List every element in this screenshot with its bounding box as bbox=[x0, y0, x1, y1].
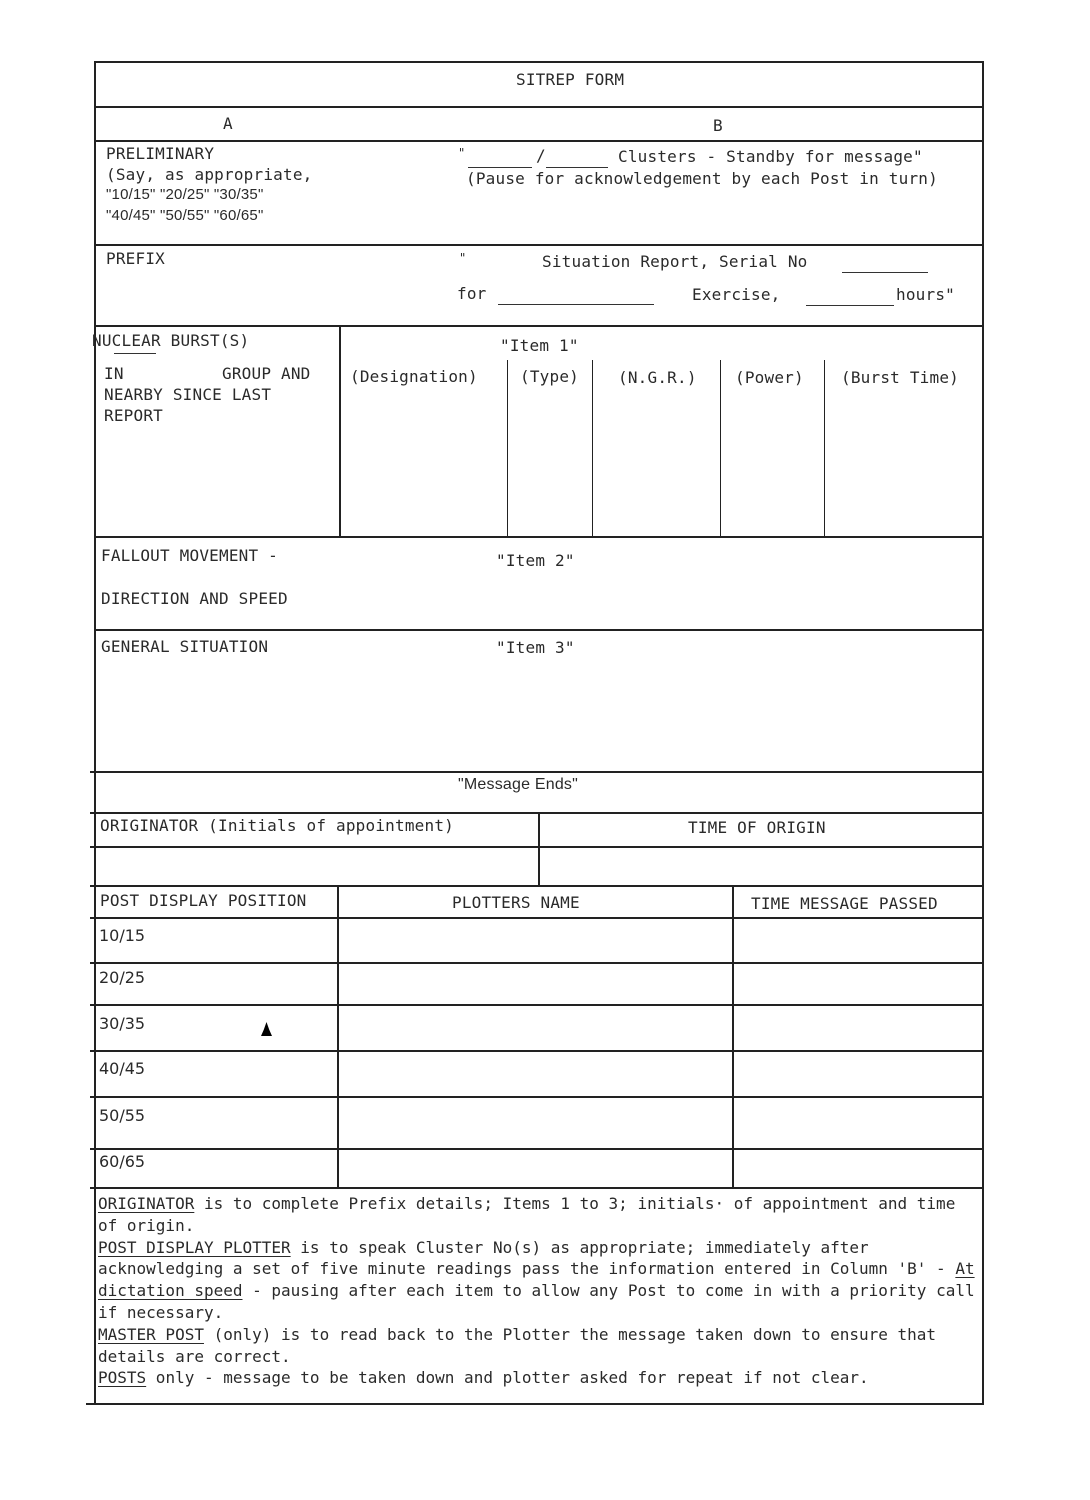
nuclear-burst-desc-3: REPORT bbox=[104, 406, 163, 425]
divider bbox=[90, 771, 984, 773]
item-2-label: "Item 2" bbox=[496, 551, 575, 570]
general-situation-label: GENERAL SITUATION bbox=[101, 637, 269, 656]
divider-vertical bbox=[592, 360, 593, 537]
note-plotter bbox=[98, 1237, 978, 1324]
form-title: SITREP FORM bbox=[516, 70, 625, 89]
exercise-name-field[interactable] bbox=[498, 304, 654, 305]
cluster-blank-1[interactable] bbox=[468, 167, 532, 168]
position-cell: 60/65 bbox=[99, 1152, 146, 1171]
ink-blot bbox=[261, 1022, 272, 1036]
situation-report-label: Situation Report, Serial No bbox=[542, 252, 808, 271]
direction-speed-label: DIRECTION AND SPEED bbox=[101, 589, 288, 608]
nuclear-burst-label: NUCLEAR BURST(S) bbox=[92, 331, 250, 350]
ngr-column: (N.G.R.) bbox=[618, 368, 697, 387]
time-passed-cell[interactable] bbox=[735, 1150, 981, 1187]
plotter-name-cell[interactable] bbox=[340, 1098, 731, 1147]
plotter-name-cell[interactable] bbox=[340, 1150, 731, 1187]
post-display-position-header: POST DISPLAY POSITION bbox=[100, 891, 307, 910]
nuclear-burst-desc-1: IN GROUP AND bbox=[104, 364, 311, 383]
plotter-term: POST DISPLAY PLOTTER bbox=[98, 1237, 291, 1257]
posts-note-text: only - message to be taken down and plotter asked for repeat if not clear. bbox=[146, 1368, 869, 1388]
standby-message: Clusters - Standby for message" bbox=[618, 147, 923, 166]
ngr-cell[interactable] bbox=[594, 392, 719, 536]
power-column: (Power) bbox=[735, 368, 804, 387]
note-posts bbox=[98, 1367, 978, 1389]
originator-note-text: is to complete Prefix details; Items 1 to 3; initials· of appointment and time of origin. bbox=[98, 1194, 956, 1235]
divider-vertical bbox=[507, 360, 508, 537]
frame-right-border bbox=[982, 61, 984, 1404]
posts-term: POSTS bbox=[98, 1368, 147, 1388]
preliminary-label: PRELIMINARY bbox=[106, 144, 215, 163]
item-1-label: "Item 1" bbox=[500, 336, 579, 355]
master-post-note-text: (only) is to read back to the Plotter the message taken down to ensure that details are correct. bbox=[98, 1324, 937, 1366]
time-of-origin-label: TIME OF ORIGIN bbox=[688, 818, 826, 837]
preliminary-clusters-2: "40/45" "50/55" "60/65" bbox=[106, 207, 264, 224]
divider bbox=[94, 106, 984, 108]
originator-label: ORIGINATOR (Initials of appointment) bbox=[100, 816, 454, 835]
divider-vertical bbox=[732, 885, 734, 1188]
time-passed-cell[interactable] bbox=[735, 1052, 981, 1096]
divider bbox=[90, 885, 984, 887]
message-ends-label: "Message Ends" bbox=[458, 776, 578, 793]
time-passed-cell[interactable] bbox=[735, 919, 981, 961]
frame-top-border bbox=[94, 61, 984, 63]
prefix-open-quote: " bbox=[459, 251, 467, 265]
note-master-post bbox=[98, 1324, 978, 1368]
instructions-notes bbox=[98, 1193, 978, 1389]
frame-bottom-border bbox=[86, 1403, 984, 1405]
divider bbox=[94, 629, 984, 631]
divider-vertical bbox=[337, 885, 339, 1188]
plotter-note-text-1: is to speak Cluster No(s) as appropriate; immediately after acknowledging a set of five minute readings pass the information entered in Column 'B' - bbox=[98, 1237, 956, 1279]
burst-time-column: (Burst Time) bbox=[841, 368, 959, 387]
pause-note: (Pause for acknowledgement by each Post in turn) bbox=[466, 169, 938, 188]
divider bbox=[94, 325, 984, 327]
position-cell: 10/15 bbox=[99, 926, 146, 945]
fallout-entry-area[interactable] bbox=[340, 575, 980, 627]
position-cell: 50/55 bbox=[99, 1106, 146, 1125]
plotter-name-cell[interactable] bbox=[340, 919, 731, 961]
plotter-name-cell[interactable] bbox=[340, 1006, 731, 1049]
position-cell: 20/25 bbox=[99, 968, 146, 987]
time-passed-cell[interactable] bbox=[735, 1006, 981, 1049]
divider bbox=[94, 244, 984, 246]
nuclear-burst-desc-2: NEARBY SINCE LAST bbox=[104, 385, 272, 404]
general-situation-entry-area[interactable] bbox=[96, 665, 980, 770]
time-passed-cell[interactable] bbox=[735, 964, 981, 1004]
position-cell: 30/35 bbox=[99, 1014, 146, 1033]
for-label: for bbox=[457, 284, 487, 303]
divider bbox=[90, 1187, 984, 1189]
item-3-label: "Item 3" bbox=[496, 638, 575, 657]
note-originator bbox=[98, 1193, 978, 1237]
plotter-name-cell[interactable] bbox=[340, 964, 731, 1004]
time-passed-cell[interactable] bbox=[735, 1098, 981, 1147]
originator-initials-field[interactable] bbox=[92, 848, 536, 884]
fallout-movement-label: FALLOUT MOVEMENT - bbox=[101, 546, 278, 565]
divider-vertical bbox=[538, 812, 540, 886]
divider bbox=[94, 536, 984, 538]
group-name-field[interactable] bbox=[130, 382, 200, 383]
hours-field[interactable] bbox=[806, 305, 894, 306]
time-message-passed-header: TIME MESSAGE PASSED bbox=[751, 894, 938, 913]
prefix-label: PREFIX bbox=[106, 249, 165, 268]
power-cell[interactable] bbox=[722, 392, 823, 536]
nuclear-underline bbox=[114, 353, 156, 354]
serial-no-field[interactable] bbox=[842, 272, 928, 273]
column-a-header: A bbox=[223, 114, 233, 133]
preliminary-instruction: (Say, as appropriate, bbox=[106, 165, 313, 184]
designation-cell[interactable] bbox=[341, 392, 506, 536]
position-cell: 40/45 bbox=[99, 1059, 146, 1078]
divider-vertical bbox=[720, 360, 721, 537]
divider-vertical bbox=[824, 360, 825, 537]
hours-label: hours" bbox=[896, 285, 955, 304]
time-of-origin-field[interactable] bbox=[541, 848, 981, 884]
type-cell[interactable] bbox=[509, 392, 591, 536]
exercise-label: Exercise, bbox=[692, 285, 781, 304]
type-column: (Type) bbox=[520, 367, 579, 386]
designation-column: (Designation) bbox=[350, 367, 478, 386]
divider bbox=[94, 140, 984, 142]
originator-term: ORIGINATOR bbox=[98, 1194, 195, 1213]
master-post-term: MASTER POST bbox=[98, 1324, 204, 1344]
burst-time-cell[interactable] bbox=[826, 392, 981, 536]
preliminary-open-quote: " bbox=[458, 146, 466, 160]
plotter-name-cell[interactable] bbox=[340, 1052, 731, 1096]
preliminary-clusters-1: "10/15" "20/25" "30/35" bbox=[106, 186, 264, 203]
cluster-blank-2[interactable] bbox=[546, 167, 608, 168]
column-b-header: B bbox=[713, 116, 723, 135]
plotter-emphasis: At dictation speed bbox=[98, 1259, 975, 1301]
plotter-note-text-2: - pausing after each item to allow any Post to come in with a priority call if necessary. bbox=[98, 1281, 975, 1322]
cluster-slash: / bbox=[536, 146, 546, 165]
divider bbox=[90, 812, 984, 814]
plotters-name-header: PLOTTERS NAME bbox=[452, 893, 580, 912]
